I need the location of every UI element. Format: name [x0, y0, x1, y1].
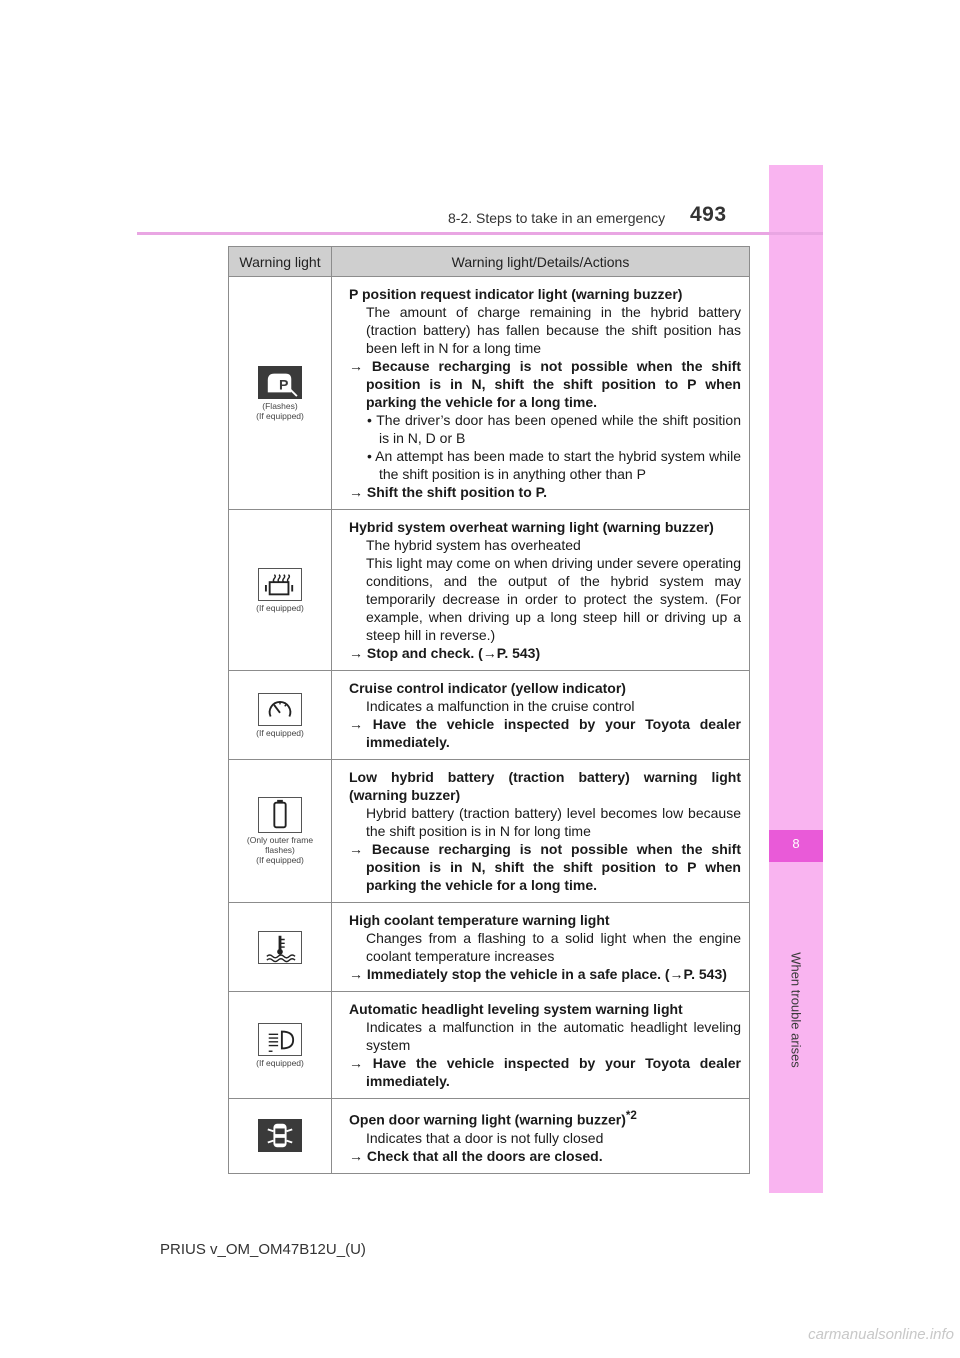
- icon-cell: [229, 903, 332, 992]
- details-cell: [332, 992, 750, 1099]
- warning-title: [349, 1107, 741, 1129]
- chapter-number: 8: [792, 836, 800, 851]
- low-battery-icon: [258, 797, 302, 833]
- warning-action: → Have the vehicle inspected by your Toyota dealer immediately.: [349, 1055, 741, 1089]
- warning-light-table: [228, 246, 750, 1174]
- table-row: [229, 992, 750, 1099]
- warning-detail: Indicates a malfunction in the automatic headlight leveling system: [366, 1019, 741, 1053]
- page-number: 493: [690, 203, 727, 226]
- icon-cell: [229, 277, 332, 510]
- column-header-warning-light: Warning light: [229, 247, 332, 277]
- icon-cell: [229, 671, 332, 760]
- icon-caption: (If equipped): [256, 855, 304, 865]
- icon-caption: (If equipped): [256, 410, 304, 421]
- coolant-temperature-icon: [258, 931, 302, 964]
- table-row: [229, 760, 750, 903]
- manual-code: PRIUS v_OM_OM47B12U_(U): [160, 1241, 366, 1258]
- p-position-icon: [258, 366, 302, 399]
- details-cell: [332, 760, 750, 903]
- icon-cell: [229, 992, 332, 1099]
- icon-caption: (Only outer frame flashes): [246, 835, 314, 855]
- details-cell: [332, 1099, 750, 1174]
- icon-cell: [229, 760, 332, 903]
- details-cell: [332, 510, 750, 671]
- warning-action: → Have the vehicle inspected by your Toyota dealer immediately.: [349, 716, 741, 750]
- warning-title: High coolant temperature warning light: [349, 912, 610, 928]
- warning-title-text: Open door warning light (warning buzzer): [349, 1111, 626, 1128]
- icon-cell: [229, 510, 332, 671]
- warning-action: → Check that all the doors are closed.: [349, 1147, 603, 1164]
- open-door-icon: [258, 1119, 302, 1152]
- hybrid-overheat-icon: [258, 568, 302, 601]
- column-header-details: Warning light/Details/Actions: [332, 247, 750, 277]
- watermark: carmanualsonline.info: [808, 1326, 954, 1343]
- svg-text:P: P: [279, 376, 289, 393]
- warning-action: → Because recharging is not possible when the shift position is in N, shift the shift position to P when parking the vehicle for a long time.: [349, 841, 741, 893]
- warning-title: Hybrid system overheat warning light (warning buzzer): [349, 519, 714, 535]
- section-title: 8-2. Steps to take in an emergency: [448, 210, 666, 226]
- warning-action: → Stop and check. (→P. 543): [349, 645, 541, 661]
- details-cell: [332, 277, 750, 510]
- warning-detail: This light may come on when driving under severe operating conditions, and the output of the hybrid system may temporarily decrease in order to protect the system. (For example, when driving up a long steep hill or driving up a steep hill in reverse.): [366, 555, 741, 643]
- warning-detail: Indicates a malfunction in the cruise control: [366, 698, 635, 714]
- chapter-title: When trouble arises: [788, 952, 804, 1068]
- warning-action: → Immediately stop the vehicle in a safe place. (→P. 543): [349, 966, 727, 982]
- footnote-marker: *2: [625, 1109, 637, 1122]
- warning-title: P position request indicator light (warning buzzer): [349, 286, 683, 302]
- warning-title: Low hybrid battery (traction battery) warning light (warning buzzer): [349, 769, 741, 803]
- icon-caption: (Flashes): [262, 400, 298, 411]
- details-cell: [332, 671, 750, 760]
- table-header-row: [229, 247, 750, 277]
- cruise-control-icon: [258, 693, 302, 726]
- warning-action: → Shift the shift position to P.: [349, 484, 548, 500]
- warning-detail: The amount of charge remaining in the hybrid battery (traction battery) has fallen because the shift position has been left in N for a long time: [366, 304, 741, 356]
- warning-bullet: • The driver’s door has been opened while the shift position is in N, D or B: [367, 412, 741, 446]
- warning-bullet: • An attempt has been made to start the hybrid system while the shift position is in anything other than P: [367, 448, 741, 482]
- warning-detail: Indicates that a door is not fully closed: [366, 1129, 604, 1146]
- warning-title: Cruise control indicator (yellow indicator): [349, 680, 626, 696]
- table-row: [229, 903, 750, 992]
- table-row: [229, 277, 750, 510]
- warning-title: Automatic headlight leveling system warning light: [349, 1001, 683, 1017]
- icon-caption: (If equipped): [256, 1057, 304, 1068]
- details-cell: [332, 903, 750, 992]
- table-row: [229, 510, 750, 671]
- warning-detail: The hybrid system has overheated: [366, 537, 581, 553]
- warning-action: → Because recharging is not possible when the shift position is in N, shift the shift position to P when parking the vehicle for a long time.: [349, 358, 741, 410]
- icon-cell: [229, 1099, 332, 1174]
- icon-caption: (If equipped): [256, 602, 304, 613]
- warning-detail: Hybrid battery (traction battery) level becomes low because the shift position is in N for long time: [366, 805, 741, 839]
- header-rule: [137, 232, 823, 235]
- icon-caption: (If equipped): [256, 727, 304, 738]
- table-row: [229, 1099, 750, 1174]
- table-row: [229, 671, 750, 760]
- warning-detail: Changes from a flashing to a solid light when the engine coolant temperature increases: [366, 930, 741, 964]
- headlight-leveling-icon: [258, 1023, 302, 1056]
